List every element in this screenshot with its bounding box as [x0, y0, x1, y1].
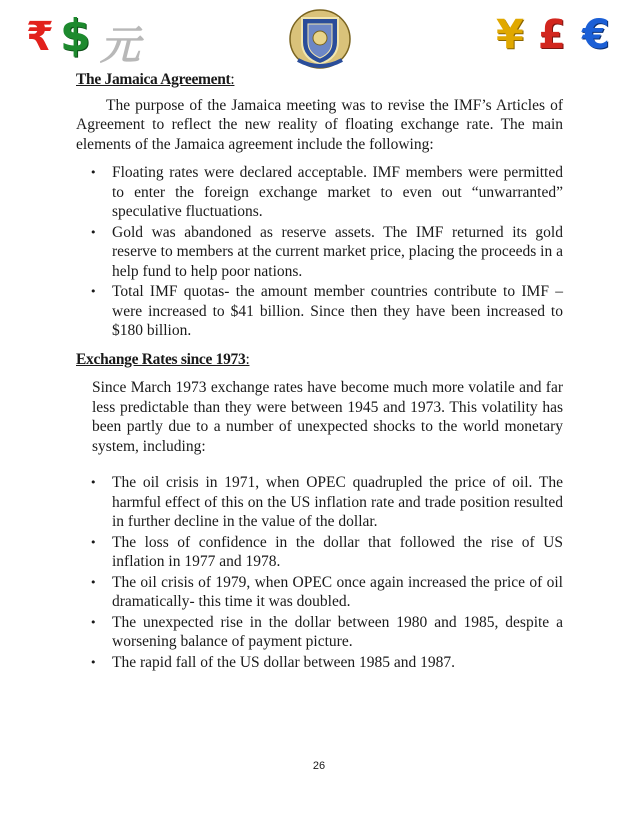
list-item: • The loss of confidence in the dollar that followed the rise of US inflation in 1977 and 1978. [90, 533, 563, 570]
list-item: • The unexpected rise in the dollar between 1980 and 1985, despite a worsening balance of payment picture. [90, 613, 563, 650]
list-item: • The rapid fall of the US dollar between 1985 and 1987. [90, 653, 456, 671]
list-item: • Total IMF quotas- the amount member countries contribute to IMF – were increased to $41 billion. Since then they have been increased to $180 billion. [90, 283, 563, 339]
list-item: • Floating rates were declared acceptable. IMF members were permitted to enter the foreign exchange market to even out “unwarranted” speculative fluctuations. [90, 164, 563, 220]
section-heading-exchange-rates: Exchange Rates since 1973: [76, 350, 250, 368]
crest-emblem-icon [288, 8, 352, 70]
page-number: 26 [312, 760, 326, 772]
bullet-icon: • [90, 225, 97, 239]
exchange-rates-bullet-list [76, 473, 563, 672]
jamaica-bullet-list [76, 163, 563, 341]
list-item: • The oil crisis in 1971, when OPEC quadrupled the price of oil. The harmful effect of this on the US inflation rate and trade position resulted in further decline in the value of the dollar. [90, 474, 563, 530]
bullet-icon: • [90, 615, 97, 629]
page-content [76, 70, 563, 673]
bullet-icon: • [90, 285, 97, 298]
bullet-icon: • [90, 535, 97, 549]
bullet-icon: • [90, 575, 97, 589]
bullet-icon: • [90, 166, 97, 179]
list-item: • Gold was abandoned as reserve assets. The IMF returned its gold reserve to members at the current market price, placing the proceeds in a help fund to help poor nations. [90, 223, 563, 280]
dollar-icon: $ [60, 10, 91, 61]
rupee-icon: ₹ [26, 14, 54, 60]
page-header [0, 8, 638, 72]
list-item: • The oil crisis of 1979, when OPEC once again increased the price of oil dramatically- this time it was doubled. [90, 573, 563, 610]
pound-icon: £ [538, 12, 566, 58]
yuan-icon: 元 [100, 23, 140, 69]
exchange-rates-intro-paragraph: Since March 1973 exchange rates have become much more volatile and far less predictable than they were between 1945 and 1973. This volatility has been partly due to a number of unexpected shocks to the world monetary system, including: [92, 379, 563, 455]
jamaica-intro-paragraph: The purpose of the Jamaica meeting was to revise the IMF’s Articles of Agreement to reflect the new reality of floating exchange rate. The main elements of the Jamaica agreement include the following: [76, 96, 563, 153]
bullet-icon: • [90, 476, 97, 489]
section-heading-jamaica: The Jamaica Agreement: [76, 71, 235, 88]
bullet-icon: • [90, 655, 97, 669]
yen-icon: ¥ [496, 12, 524, 58]
euro-icon: € [582, 12, 610, 58]
